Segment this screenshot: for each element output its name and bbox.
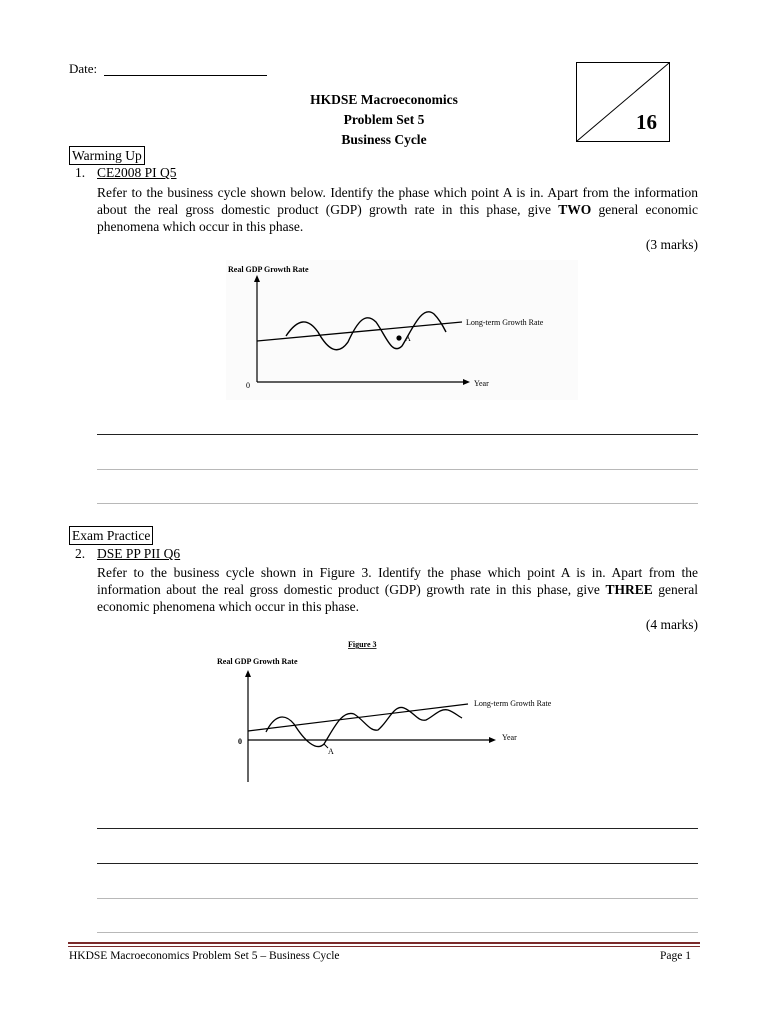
- q2-answer-line-3[interactable]: [97, 898, 698, 899]
- q1-text-part2: general economic phenomena which occur in this phase.: [97, 202, 698, 234]
- q1-business-cycle-figure: [226, 260, 578, 400]
- q1-fig-point-a: [396, 335, 401, 340]
- q2-fig-y-label: Real GDP Growth Rate: [217, 657, 298, 666]
- q2-answer-line-1[interactable]: [97, 828, 698, 829]
- q2-number: 2.: [75, 546, 86, 561]
- q2-fig-caption: Figure 3: [348, 640, 377, 649]
- q1-marks: (3 marks): [645, 237, 698, 252]
- q1-answer-line-1[interactable]: [97, 434, 698, 435]
- q2-marks: (4 marks): [645, 617, 698, 632]
- q2-bold: THREE: [605, 582, 653, 597]
- q2-fig-x-label: Year: [502, 733, 517, 742]
- q2-text-part1: Refer to the business cycle shown in Figure 3. Identify the phase which point A is in. Apart from the information about the real gross domestic product (GDP) growth rate in this phase, give: [97, 565, 698, 597]
- score-total: 16: [636, 110, 657, 134]
- q2-answer-line-4[interactable]: [97, 932, 698, 933]
- q2-fig-y-arrow: [245, 670, 251, 677]
- q2-fig-origin: 0: [238, 737, 242, 746]
- date-blank-line[interactable]: [104, 75, 267, 76]
- figure-background: [226, 260, 578, 400]
- score-box: [576, 62, 670, 142]
- q2-answer-line-2[interactable]: [97, 863, 698, 864]
- footer-rule-thin: [68, 946, 700, 947]
- q1-fig-x-label: Year: [474, 379, 489, 388]
- footer-rule: [68, 942, 700, 944]
- q1-fig-origin: 0: [246, 381, 250, 390]
- q1-text: [97, 184, 698, 235]
- footer-title: HKDSE Macroeconomics Problem Set 5 – Business Cycle: [69, 950, 340, 962]
- section-label-warmup: Warming Up: [69, 146, 145, 165]
- q2-fig-x-arrow: [489, 737, 496, 743]
- q2-text-part2: general economic phenomena which occur in this phase.: [97, 582, 698, 614]
- q1-fig-y-label: Real GDP Growth Rate: [228, 265, 309, 274]
- section-label-exam: Exam Practice: [69, 526, 153, 545]
- title-line-2: Problem Set 5: [343, 112, 425, 127]
- q1-text-part1: Refer to the business cycle shown below. Identify the phase which point A is in. Apart from the information about the real gross domestic product (GDP) growth rate in this phase, give: [97, 185, 698, 217]
- q1-bold: TWO: [558, 202, 592, 217]
- footer-page-number: Page 1: [660, 950, 691, 962]
- title-line-3: Business Cycle: [341, 132, 427, 147]
- q2-code: DSE PP PII Q6: [97, 546, 181, 561]
- title-line-1: HKDSE Macroeconomics: [310, 92, 458, 107]
- q2-business-cycle-figure: [212, 636, 592, 788]
- q1-number: 1.: [75, 165, 86, 180]
- q2-text: [97, 564, 698, 615]
- q1-fig-trend-label: Long-term Growth Rate: [466, 318, 544, 327]
- q2-fig-trend-label: Long-term Growth Rate: [474, 699, 552, 708]
- q1-code: CE2008 PI Q5: [97, 165, 177, 180]
- q2-fig-cycle-curve: [266, 707, 462, 746]
- q1-answer-line-3[interactable]: [97, 503, 698, 504]
- q2-fig-point-label: A: [328, 747, 334, 756]
- date-label: Date:: [69, 61, 98, 76]
- q1-answer-line-2[interactable]: [97, 469, 698, 470]
- q1-fig-point-label: A: [405, 334, 411, 343]
